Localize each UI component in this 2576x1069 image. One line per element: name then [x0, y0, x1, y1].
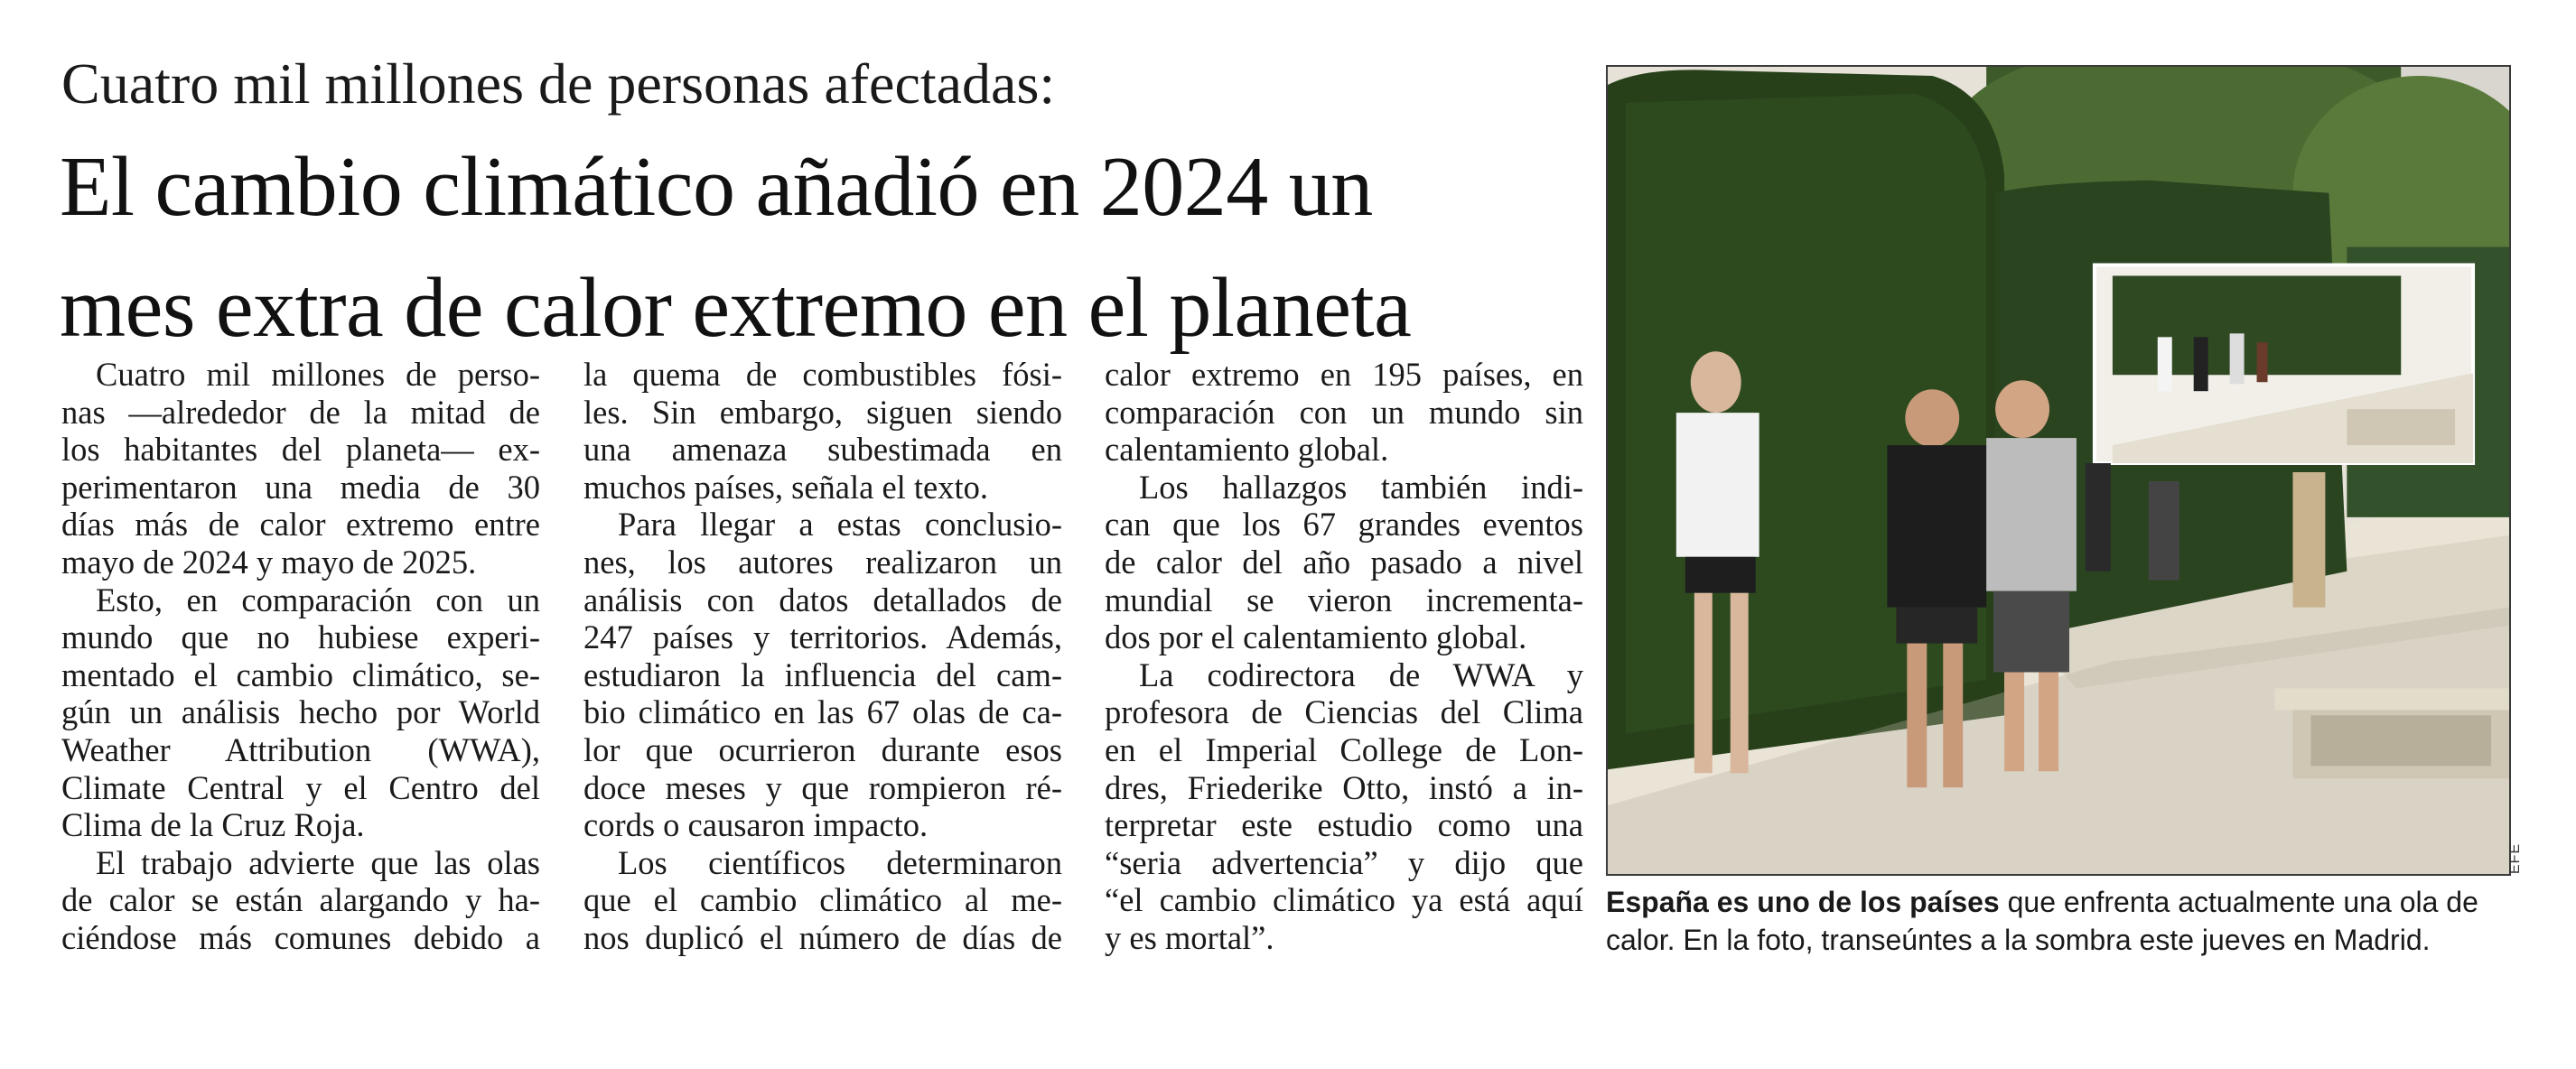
text-line: dres, Friederike Otto, instó a in-: [1105, 768, 1583, 806]
text-line: de calor se están alargando y ha-: [61, 881, 540, 919]
text-line: calentamiento global.: [1105, 431, 1389, 469]
text-line: bio climático en las 67 olas de ca-: [583, 693, 1062, 731]
text-line: perimentaron una media de 30: [61, 468, 540, 506]
caption-lead: España es uno de los países: [1606, 886, 2000, 918]
text-line: una amenaza subestimada en: [583, 431, 1062, 469]
text-line: muchos países, señala el texto.: [583, 468, 989, 506]
text-line: mentado el cambio climático, se-: [61, 655, 540, 693]
text-line: la quema de combustibles fósi-: [583, 356, 1062, 393]
text-line: terpretar este estudio como una: [1105, 806, 1583, 844]
text-line: dos por el calentamiento global.: [1105, 618, 1527, 656]
text-line: lor que ocurrieron durante esos: [583, 730, 1062, 768]
text-line: Clima de la Cruz Roja.: [61, 806, 365, 844]
text-line: mundial se vieron incrementa-: [1105, 581, 1583, 618]
text-line: Weather Attribution (WWA),: [61, 730, 540, 768]
headline: [60, 126, 1613, 368]
text-line: nes, los autores realizaron un: [583, 543, 1062, 581]
text-line: cords o causaron impacto.: [583, 806, 929, 844]
text-line: Los hallazgos también indi-: [1139, 468, 1583, 506]
text-line: les. Sin embargo, siguen siendo: [583, 393, 1062, 431]
text-line: doce meses y que rompieron ré-: [583, 768, 1062, 806]
text-line: estudiaron la influencia del cam-: [583, 655, 1062, 693]
text-line: Cuatro mil millones de perso-: [96, 356, 540, 393]
headline-kicker: Cuatro mil millones de personas afectadas:: [61, 51, 1056, 116]
headline-line-1: El cambio climático añadió en 2024 un: [60, 140, 1373, 234]
text-line: mayo de 2024 y mayo de 2025.: [61, 543, 477, 581]
text-line: nas —alrededor de la mitad de: [61, 393, 540, 431]
text-line: La codirectora de WWA y: [1139, 655, 1583, 693]
caption-line-2: calor. En la foto, transeúntes a la sombra este jueves en Madrid.: [1606, 924, 2431, 956]
text-line: días más de calor extremo entre: [61, 506, 540, 544]
photo-caption: [1606, 883, 2518, 959]
text-line: El trabajo advierte que las olas: [96, 843, 540, 881]
text-line: “el cambio climático ya está aquí: [1105, 881, 1583, 919]
photo-illustration: [1608, 67, 2509, 874]
article-column-1: [61, 356, 540, 957]
text-line: profesora de Ciencias del Clima: [1105, 693, 1583, 731]
text-line: en el Imperial College de Lon-: [1105, 730, 1583, 768]
article-column-2: [583, 356, 1062, 957]
text-line: can que los 67 grandes eventos: [1105, 506, 1583, 544]
photo-credit: EFE: [2507, 842, 2523, 874]
text-line: Los científicos determinaron: [618, 843, 1062, 881]
article-column-3: [1105, 356, 1583, 957]
text-line: análisis con datos detallados de: [583, 581, 1062, 618]
text-line: Esto, en comparación con un: [96, 581, 540, 618]
headline-line-2: mes extra de calor extremo en el planeta: [60, 261, 1412, 355]
text-line: Climate Central y el Centro del: [61, 768, 540, 806]
text-line: que el cambio climático al me-: [583, 881, 1062, 919]
text-line: calor extremo en 195 países, en: [1105, 356, 1583, 393]
text-line: comparación con un mundo sin: [1105, 393, 1583, 431]
text-line: Para llegar a estas conclusio-: [618, 506, 1062, 544]
text-line: nos duplicó el número de días de: [583, 918, 1062, 956]
text-line: ciéndose más comunes debido a: [61, 918, 540, 956]
text-line: y es mortal”.: [1105, 918, 1274, 956]
text-line: mundo que no hubiese experi-: [61, 618, 540, 656]
text-line: 247 países y territorios. Además,: [583, 618, 1062, 656]
caption-line-1: [1606, 883, 2518, 921]
caption-text: que enfrenta actualmente una ola de: [1999, 886, 2478, 918]
text-line: los habitantes del planeta— ex-: [61, 431, 540, 469]
text-line: de calor del año pasado a nivel: [1105, 543, 1583, 581]
text-line: “seria advertencia” y dijo que: [1105, 843, 1583, 881]
news-photo: [1606, 65, 2511, 876]
text-line: gún un análisis hecho por World: [61, 693, 540, 731]
